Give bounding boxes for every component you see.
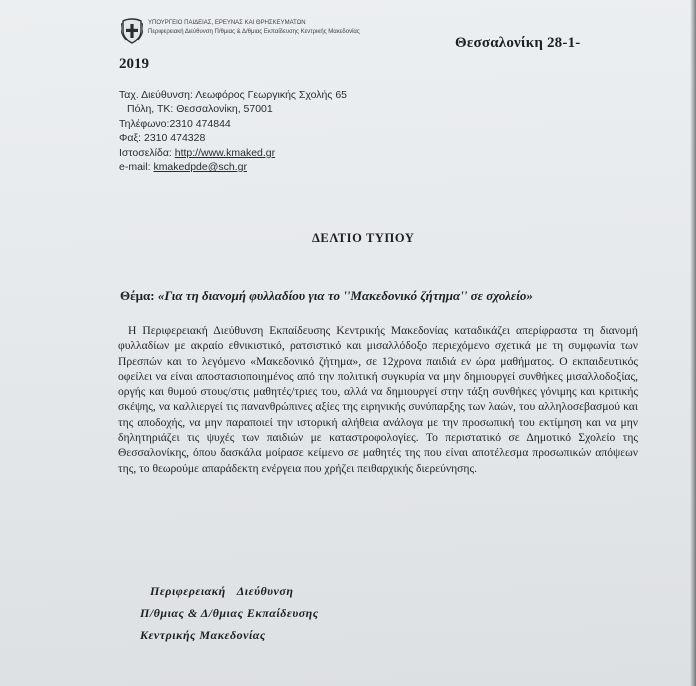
- signature-line-1: Περιφερειακή Διεύθυνση: [150, 584, 294, 598]
- fax-row: [119, 131, 347, 145]
- signature-block: [140, 580, 319, 646]
- city-date: Θεσσαλονίκη 28-1-: [455, 35, 581, 51]
- subject-text: «Για τη διανομή φυλλαδίου για το ''Μακεδονικό ζήτημα'' σε σχολείο»: [157, 288, 533, 303]
- phone-row: [119, 117, 347, 131]
- address-row: [119, 88, 347, 102]
- subject-label: Θέμα:: [120, 288, 155, 303]
- press-release-title: ΔΕΛΤΙΟ ΤΥΠΟΥ: [312, 231, 415, 245]
- greek-emblem-icon: [121, 18, 143, 44]
- email-row: [119, 160, 347, 174]
- subject-line: [120, 288, 533, 304]
- city-label: Πόλη, ΤΚ:: [127, 103, 174, 116]
- page-edge-shadow: [690, 0, 696, 686]
- ministry-header: [148, 19, 393, 37]
- address-value: Λεωφόρος Γεωργικής Σχολής 65: [195, 89, 348, 101]
- address-label: Ταχ. Διεύθυνση:: [119, 89, 193, 101]
- date-year: 2019: [119, 56, 149, 72]
- ministry-name: ΥΠΟΥΡΓΕΙΟ ΠΑΙΔΕΙΑΣ, ΕΡΕΥΝΑΣ ΚΑΙ ΘΡΗΣΚΕΥΜΑΤΩΝ: [148, 20, 306, 26]
- email-link[interactable]: kmakedpde@sch.gr: [153, 161, 247, 174]
- email-label: e-mail:: [119, 161, 151, 174]
- phone-value: 2310 474844: [169, 117, 231, 130]
- website-link[interactable]: http://www.kmaked.gr: [174, 146, 276, 159]
- city-row: [119, 102, 347, 116]
- signature-line-3: Κεντρικής Μακεδονίας: [140, 628, 266, 642]
- city-value: Θεσσαλονίκη, 57001: [176, 103, 273, 116]
- fax-value: 2310 474328: [144, 132, 206, 145]
- directorate-name: Περιφερειακή Διεύθυνση Π/θμιας & Δ/θμιας Εκπαίδευσης Κεντρικής Μακεδονίας: [148, 29, 360, 35]
- website-row: [119, 146, 347, 160]
- signature-line-2: Π/θμιας & Δ/θμιας Εκπαίδευσης: [140, 606, 319, 620]
- phone-label: Τηλέφωνο:: [119, 117, 170, 130]
- body-paragraph: Η Περιφερειακή Διεύθυνση Εκπαίδευσης Κεντρικής Μακεδονίας καταδικάζει απερίφραστα τη διανομή φυλλαδίων με ακραίο εθνικιστικό, ρατσιστικό και μισαλλόδοξο περιεχόμενο σχετικά με τη συμφωνία των Πρεσπών και το λεγόμενο «Μακεδονικό ζήτημα», σε 12χρονα παιδιά εν ώρα μαθήματος. Ο εκπαιδευτικός οφείλει να είναι αποστασιοποιημένος από την πολιτική συγκυρία να μην δημιουργεί συνθήκες μισαλλοδοξίας, οργής και θυμού στους/στις μαθητές/τριες του, αλλά να δημιουργεί στην τάξη συνθήκες γόνιμης και κριτικής σκέψης, να καλλιεργεί τις πανανθρώπινες αξίες της ειρηνικής συνύπαρξης των λαών, του αλληλοσεβασμού και της αποδοχής, να μην παραποιεί την ιστορική αλήθεια ανάλογα με την προσωπική του εκτίμηση και να μην δηλητηριάζει τις ψυχές των παιδιών με καταστροφολογίες. Το περιστατικό σε Δημοτικό Σχολείο της Θεσσαλονίκης, όπου δασκάλα μοίρασε κείμενο σε μαθητές της που είναι αποτέλεσμα προσωπικών απόψεων της, το θεωρούμε απαράδεκτη ενέργεια που χρήζει πειθαρχικής διερεύνησης.: [118, 324, 638, 475]
- website-label: Ιστοσελίδα:: [119, 146, 172, 159]
- contact-block: [119, 88, 347, 174]
- fax-label: Φαξ:: [119, 132, 142, 145]
